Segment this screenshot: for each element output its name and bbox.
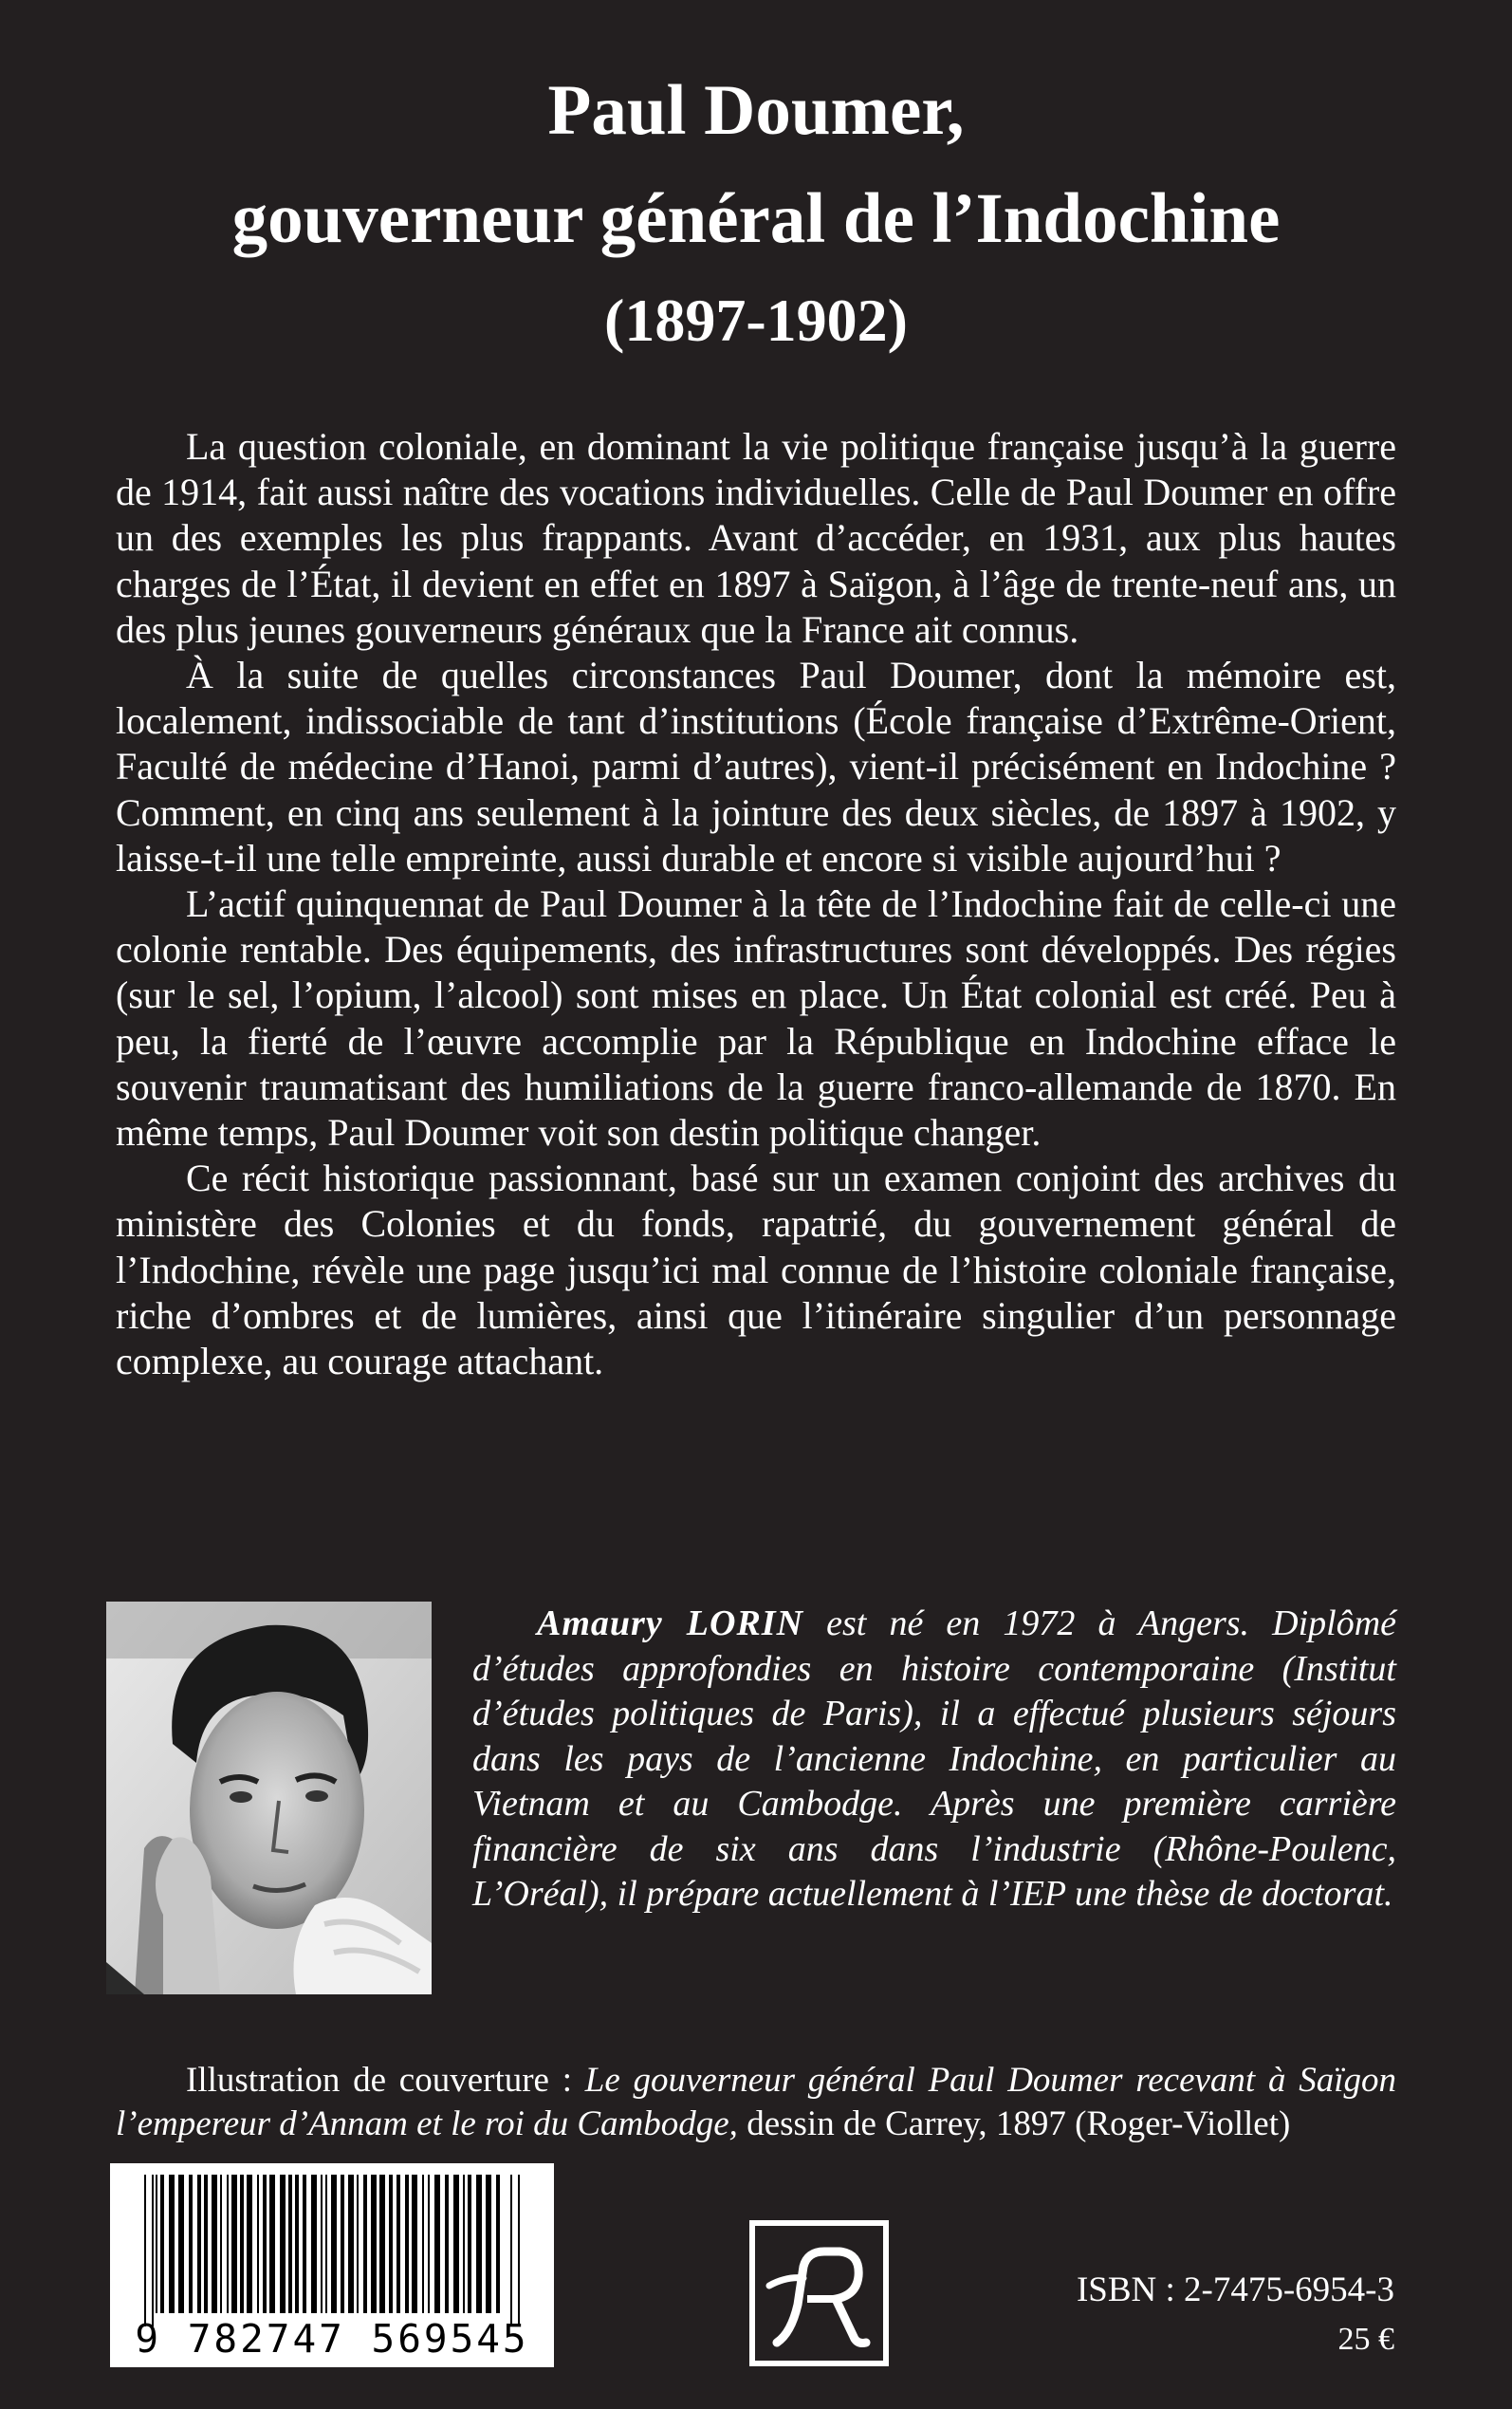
- author-photo: [106, 1602, 432, 1994]
- barcode-bar: [152, 2175, 154, 2326]
- barcode-bar: [434, 2175, 440, 2313]
- credit-artwork-title: Le gouverneur général Paul Doumer recevant à Saïgon l’empereur d’Annam et le roi du Cambodge,: [116, 2061, 1396, 2143]
- barcode-bar: [363, 2175, 367, 2313]
- title-line-1: Paul Doumer,: [547, 71, 965, 150]
- summary-paragraph-4: Ce récit historique passionnant, basé sur un examen conjoint des archives du ministère des Colonies et du fonds, rapatrié, du gouvernement général de l’Indochine, révèle une page jusqu’ici mal connue de l’histoire coloniale française, riche d’ombres et de lumières, ainsi que l’itinéraire singulier d’un personnage complexe, au courage attachant.: [116, 1157, 1396, 1383]
- summary-paragraph-2: À la suite de quelles circonstances Paul Doumer, dont la mémoire est, localement, indissociable de tant d’institutions (École française d’Extrême-Orient, Faculté de médecine d’Hanoi, parmi d’autres), vient-il précisément en Indochine ? Comment, en cinq ans seulement à la jointure des deux siècles, de 1897 à 1902, y laisse-t-il une telle empreinte, aussi durable et encore si visible aujourd’hui ?: [116, 654, 1396, 880]
- barcode-bar: [496, 2175, 500, 2313]
- barcode-bar: [389, 2175, 393, 2313]
- title-line-2: gouverneur général de l’Indochine: [231, 179, 1281, 258]
- barcode-bar: [463, 2175, 465, 2313]
- barcode-bar: [280, 2175, 286, 2313]
- barcode-bar: [371, 2175, 377, 2313]
- barcode-bar: [445, 2175, 449, 2313]
- price: 25 €: [1337, 2322, 1394, 2357]
- author-bio: [472, 1602, 1396, 1918]
- barcode-bar: [311, 2175, 317, 2313]
- barcode-bar: [379, 2175, 385, 2313]
- barcode-digits: 9 782747 569545: [135, 2316, 529, 2362]
- barcode-bar: [288, 2175, 292, 2313]
- author-name: Amaury LORIN: [537, 1603, 804, 1643]
- barcode-bar: [331, 2175, 337, 2313]
- barcode-bar: [321, 2175, 323, 2313]
- barcode-bar: [227, 2175, 229, 2313]
- barcode-bar: [357, 2175, 359, 2313]
- publisher-logo: [748, 2219, 890, 2367]
- barcode-bar: [269, 2175, 275, 2313]
- barcode-bar: [197, 2175, 201, 2313]
- barcode-bar: [341, 2175, 344, 2313]
- barcode-bar: [428, 2175, 430, 2313]
- barcode-bar: [295, 2175, 299, 2313]
- summary-paragraph-3: L’actif quinquennat de Paul Doumer à la tête de l’Indochine fait de celle-ci une colonie rentable. Des équipements, des infrastructures sont développés. Des régies (sur le sel, l’opium, l’alcool) sont mises en place. Un État colonial est créé. Peu à peu, la fierté de l’œuvre accomplie par la République en Indochine efface le souvenir traumatisant des humiliations de la guerre franco-allemande de 1870. En même temps, Paul Doumer voit son destin politique changer.: [116, 882, 1396, 1155]
- barcode-bar: [518, 2175, 520, 2326]
- barcode-bar: [510, 2175, 512, 2326]
- isbn: ISBN : 2-7475-6954-3: [1076, 2270, 1394, 2309]
- barcode-bar: [189, 2175, 193, 2313]
- barcode-bar: [178, 2175, 184, 2313]
- barcode: [110, 2163, 554, 2367]
- barcode-bar: [405, 2175, 409, 2313]
- barcode-bar: [412, 2175, 417, 2313]
- barcode-bar: [325, 2175, 327, 2313]
- barcode-bar: [257, 2175, 259, 2313]
- credit-suffix: dessin de Carrey, 1897 (Roger-Viollet): [737, 2104, 1291, 2143]
- barcode-bar: [220, 2175, 222, 2313]
- barcode-bar: [303, 2175, 306, 2313]
- barcode-bar: [486, 2175, 491, 2313]
- barcode-bar: [476, 2175, 482, 2313]
- barcode-bar: [396, 2175, 400, 2313]
- barcode-bar: [212, 2175, 217, 2313]
- barcode-bar: [169, 2175, 175, 2313]
- summary-paragraph-1: La question coloniale, en dominant la vie politique française jusqu’à la guerre de 1914, fait aussi naître des vocations individuelles. Celle de Paul Doumer en offre un des exemples les plus frappants. Avant d’accéder, en 1931, aux plus hautes charges de l’État, il devient en effet en 1897 à Saïgon, à l’âge de trente-neuf ans, un des plus jeunes gouverneurs généraux que la France ait connus.: [116, 425, 1396, 651]
- barcode-bar: [348, 2175, 354, 2313]
- barcode-bar: [231, 2175, 237, 2313]
- title-dates: (1897-1902): [604, 287, 908, 354]
- credit-prefix: Illustration de couverture :: [186, 2061, 585, 2100]
- author-bio-text: est né en 1972 à Angers. Diplômé d’études approfondies en histoire contemporaine (Institut d’études politiques de Paris), il a effectué plusieurs séjours dans les pays de l’ancienne Indochine, en particulier au Vietnam et au Cambodge. Après une première carrière financière de six ans dans l’industrie (Rhône-Poulenc, L’Oréal), il prépare actuellement à l’IEP une thèse de doctorat.: [472, 1603, 1397, 1914]
- barcode-bar: [247, 2175, 252, 2313]
- barcode-bar: [156, 2175, 157, 2313]
- barcode-bar: [263, 2175, 267, 2313]
- barcode-bar: [240, 2175, 244, 2313]
- barcode-bar: [453, 2175, 459, 2313]
- summary-text: [116, 424, 1396, 1384]
- cover-illustration-credit: [116, 2059, 1396, 2146]
- barcode-bar: [160, 2175, 164, 2313]
- barcode-bar: [204, 2175, 208, 2313]
- barcode-bar: [422, 2175, 424, 2313]
- barcode-bar: [144, 2175, 146, 2326]
- barcode-bar: [468, 2175, 471, 2313]
